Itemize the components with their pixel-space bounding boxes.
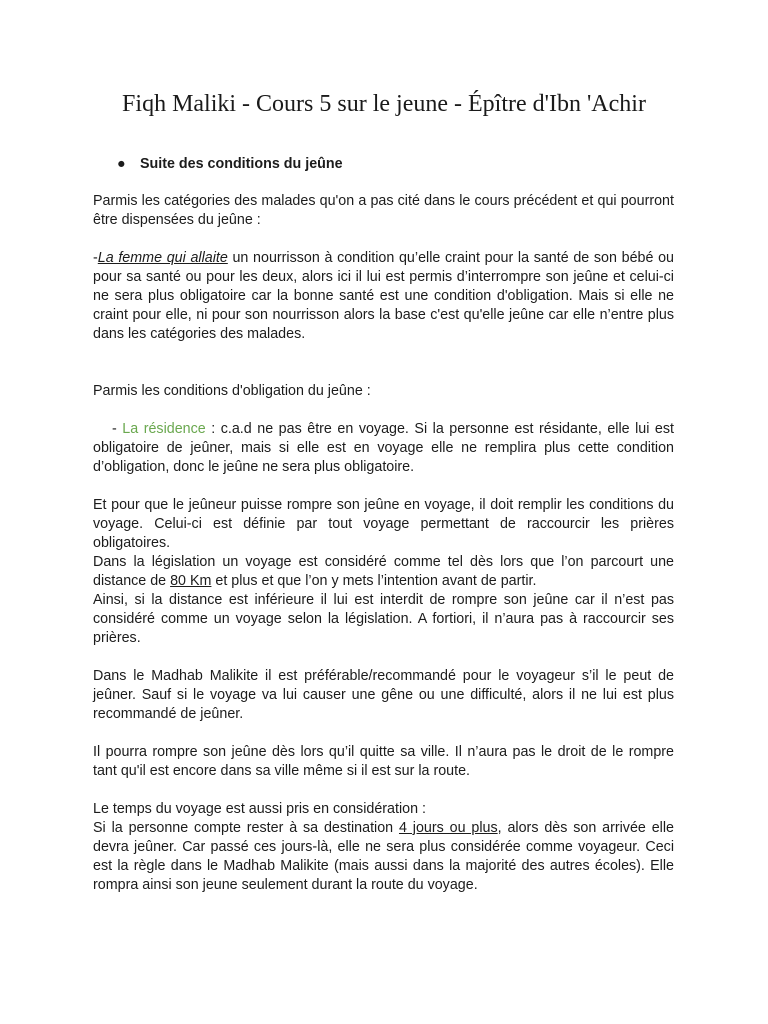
paragraph-conditions-obligation: Parmis les conditions d'obligation du jeûne : <box>93 383 371 399</box>
paragraph-femme-allaite <box>93 249 674 344</box>
paragraph-femme-allaite-text: un nourrisson à condition qu’elle craint pour la santé de son bébé ou pour sa santé ou pour les deux, alors ici il lui est permis d’interrompre son jeûne et celui-ci ne sera plus obligatoire car la bonne santé est une condition d'obligation. Mais si elle ne craint pour elle, ni pour son nourrisson alors la base c'est qu'elle jeûne car elle n’entre plus dans les catégories des malades. <box>93 250 674 342</box>
paragraph-temps-voyage: Le temps du voyage est aussi pris en considération : <box>93 801 426 817</box>
paragraph-quatre-jours <box>93 819 674 895</box>
quatre-jours-text-before: Si la personne compte rester à sa destination <box>93 820 399 836</box>
duration-4-jours: 4 jours ou plus <box>398 820 498 836</box>
emphasis-femme-allaite: La femme qui allaite <box>97 250 228 266</box>
document-body <box>93 155 674 895</box>
legislation-text-after: et plus et que l’on y mets l’intention avant de partir. <box>211 573 537 589</box>
dash-prefix: - <box>112 421 117 437</box>
legislation-text-before: Dans la législation un voyage est considéré comme tel dès lors que l’on parcourt une distance de <box>93 554 674 589</box>
paragraph-madhab-malikite: Dans le Madhab Malikite il est préférable/recommandé pour le voyageur s’il le peut de jeûner. Sauf si le voyage va lui causer une gêne ou une difficulté, alors il ne lui est plus recommandé de jeûner. <box>93 668 674 722</box>
paragraph-rompre-voyage: Et pour que le jeûneur puisse rompre son jeûne en voyage, il doit remplir les conditions du voyage. Celui-ci est définie par tout voyage permettant de raccourcir les prières obligatoires. <box>93 497 674 551</box>
section-heading: Suite des conditions du jeûne <box>140 156 343 172</box>
document-title: Fiqh Maliki - Cours 5 sur le jeune - Épître d'Ibn 'Achir <box>122 91 646 117</box>
paragraph-quitter-ville: Il pourra rompre son jeûne dès lors qu’il quitte sa ville. Il n’aura pas le droit de le rompre tant qu'il est encore dans sa ville même si il est sur la route. <box>93 744 674 779</box>
residence-text: : c.a.d ne pas être en voyage. Si la personne est résidante, elle lui est obligatoire de jeûner, mais si elle est en voyage elle ne remplira plus cette condition d’obligation, donc le jeûne ne sera plus obligatoire. <box>93 421 674 475</box>
quatre-jours-text-after: , alors dès son arrivée elle devra jeûner. Car passé ces jours-là, elle ne sera plus considérée comme voyageur. Ceci est la règle dans le Madhab Malikite (mais aussi dans la majorité des autres écoles). Elle rompra ainsi son jeune seulement durant la route du voyage. <box>93 820 674 893</box>
paragraph-distance-inferieure: Ainsi, si la distance est inférieure il lui est interdit de rompre son jeûne car il n’est pas considéré comme un voyage selon la législation. A fortiori, il n’aura pas à raccourcir ses prières. <box>93 592 674 646</box>
bullet-heading <box>93 155 674 174</box>
paragraph-legislation-distance <box>93 553 674 591</box>
distance-80km: 80 Km <box>170 573 212 589</box>
bullet-icon: ● <box>117 156 126 172</box>
paragraph-intro-malades: Parmis les catégories des malades qu'on a pas cité dans le cours précédent et qui pourront être dispensées du jeûne : <box>93 193 674 228</box>
term-residence: La résidence <box>122 421 206 437</box>
list-item-residence <box>93 420 674 477</box>
dash-prefix: - <box>93 250 98 266</box>
